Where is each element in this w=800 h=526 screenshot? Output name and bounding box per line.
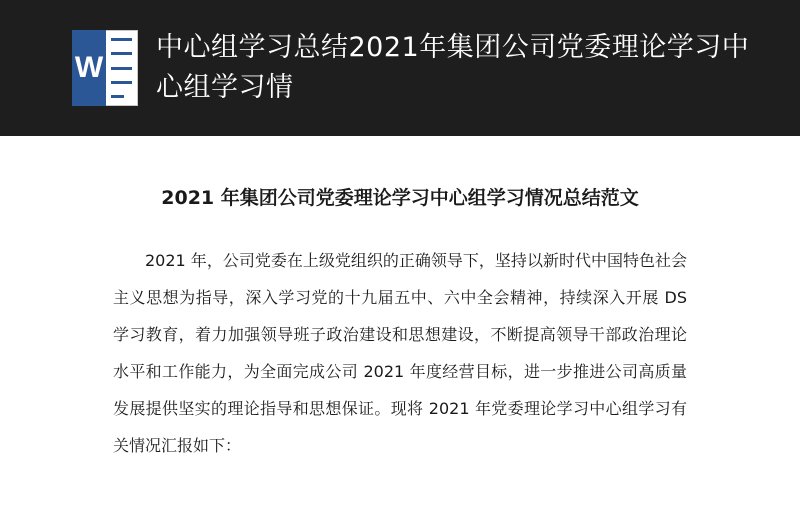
word-document-icon <box>72 30 138 106</box>
word-icon-line <box>111 38 132 41</box>
document-header-banner <box>0 0 800 136</box>
word-icon-line <box>111 52 132 55</box>
document-title: 2021 年集团公司党委理论学习中心组学习情况总结范文 <box>161 187 639 209</box>
word-icon-letter: W <box>72 30 106 106</box>
word-icon-line <box>111 67 132 70</box>
document-paragraph: 2021 年，公司党委在上级党组织的正确领导下，坚持以新时代中国特色社会主义思想为指导，深入学习党的十九届五中、六中全会精神，持续深入开展 DS 学习教育，着力加强领导班子政治建设和思想建设，不断提高领导干部政治理论水平和工作能力，为全面完成公司 2021 年度经营目标，进一步推进公司高质量发展提供坚实的理论指导和思想保证。现将 2021 年党委理论学习中心组学习有关情况汇报如下： <box>113 251 687 455</box>
header-title: 中心组学习总结2021年集团公司党委理论学习中心组学习情 <box>156 32 750 103</box>
word-icon-lines <box>106 30 138 106</box>
document-sheet <box>103 136 697 526</box>
word-icon-line <box>111 81 132 84</box>
word-icon-line <box>111 95 124 98</box>
